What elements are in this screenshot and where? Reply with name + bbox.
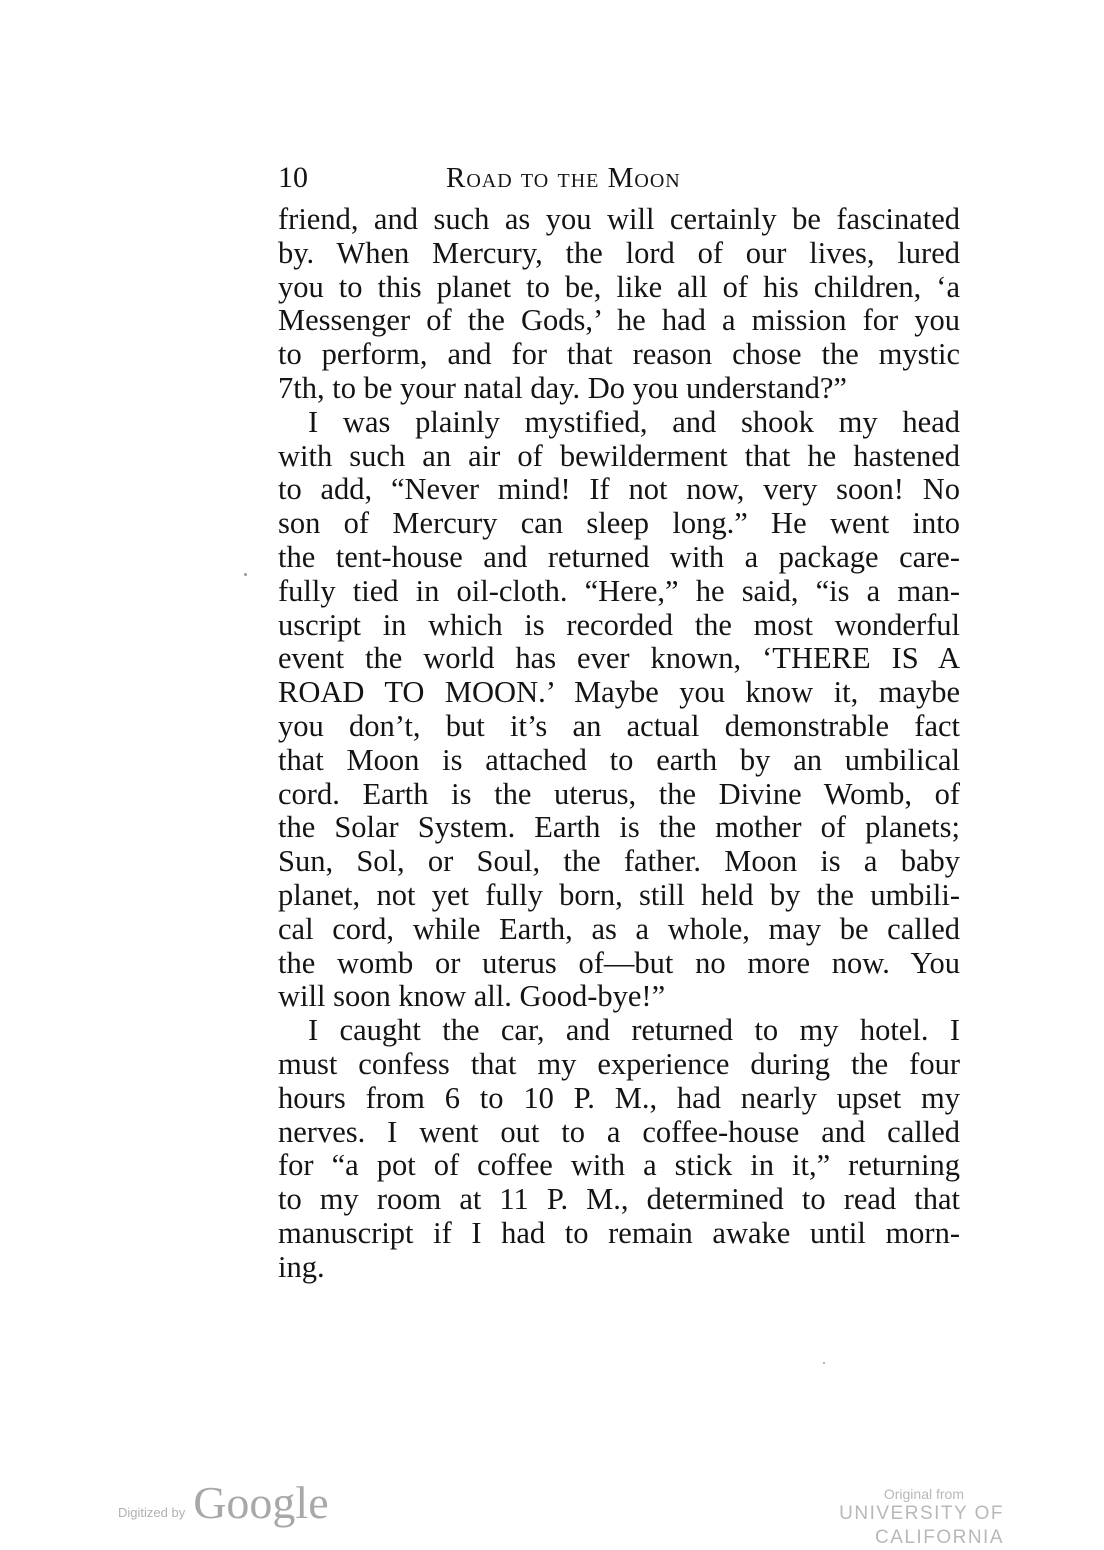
text-line: manuscript if I had to remain awake until morn- <box>278 1215 960 1250</box>
text-line: fully tied in oil-cloth. “Here,” he said, “is a man- <box>278 573 960 608</box>
text-line: with such an air of bewilderment that he hastened <box>278 438 960 473</box>
text-line: for “a pot of coffee with a stick in it,” returning <box>278 1148 960 1183</box>
text-line: nerves. I went out to a coffee-house and called <box>278 1114 960 1149</box>
text-line: son of Mercury can sleep long.” He went into <box>278 506 960 541</box>
text-line: I caught the car, and returned to my hotel. I <box>308 1013 960 1048</box>
text-line: that Moon is attached to earth by an umbilical <box>278 742 960 777</box>
page-header <box>278 160 978 200</box>
text-line: event the world has ever known, ‘THERE IS A <box>278 641 960 676</box>
text-line: ROAD TO MOON.’ Maybe you know it, maybe <box>278 675 960 710</box>
text-line: to my room at 11 P. M., determined to read that <box>278 1182 960 1217</box>
text-line: Messenger of the Gods,’ he had a mission for you <box>278 303 960 338</box>
text-line: cal cord, while Earth, as a whole, may be called <box>278 911 960 946</box>
digitized-by-label: Digitized by <box>118 1505 186 1520</box>
body-text <box>278 203 960 1285</box>
text-line: hours from 6 to 10 P. M., had nearly upset my <box>278 1080 960 1115</box>
scan-speck <box>823 1362 825 1364</box>
text-line: the tent-house and returned with a package care- <box>278 539 960 574</box>
google-logo: Google <box>193 1477 329 1528</box>
text-line: the Solar System. Earth is the mother of planets; <box>278 810 960 845</box>
text-line: I was plainly mystified, and shook my head <box>308 404 960 439</box>
original-from-label: Original from <box>883 1486 964 1502</box>
text-line: you don’t, but it’s an actual demonstrable fact <box>278 708 960 743</box>
text-line: Sun, Sol, or Soul, the father. Moon is a baby <box>278 844 960 879</box>
text-line: cord. Earth is the uterus, the Divine Womb, of <box>278 776 960 811</box>
text-line: must confess that my experience during the four <box>278 1046 960 1081</box>
text-line: to add, “Never mind! If not now, very soon! No <box>278 472 960 507</box>
text-line: friend, and such as you will certainly be fascinated <box>278 202 960 236</box>
page-number: 10 <box>278 161 308 194</box>
text-line: planet, not yet fully born, still held by the umbili- <box>278 877 960 912</box>
text-line: uscript in which is recorded the most wonderful <box>278 607 960 642</box>
text-line: will soon know all. Good-bye!” <box>278 979 666 1014</box>
text-line: you to this planet to be, like all of his children, ‘a <box>278 269 960 304</box>
text-line: to perform, and for that reason chose the mystic <box>278 337 960 372</box>
original-source-watermark <box>704 1486 1004 1550</box>
text-line: 7th, to be your natal day. Do you understand?” <box>278 370 847 405</box>
text-line: the womb or uterus of—but no more now. You <box>278 945 960 980</box>
scan-speck <box>244 573 247 576</box>
running-title: Road to the Moon <box>446 162 681 194</box>
text-line: ing. <box>278 1249 325 1284</box>
university-label: UNIVERSITY OF CALIFORNIA <box>839 1503 1004 1548</box>
text-line: by. When Mercury, the lord of our lives, lured <box>278 235 960 270</box>
digitized-by-google-watermark <box>118 1468 329 1528</box>
